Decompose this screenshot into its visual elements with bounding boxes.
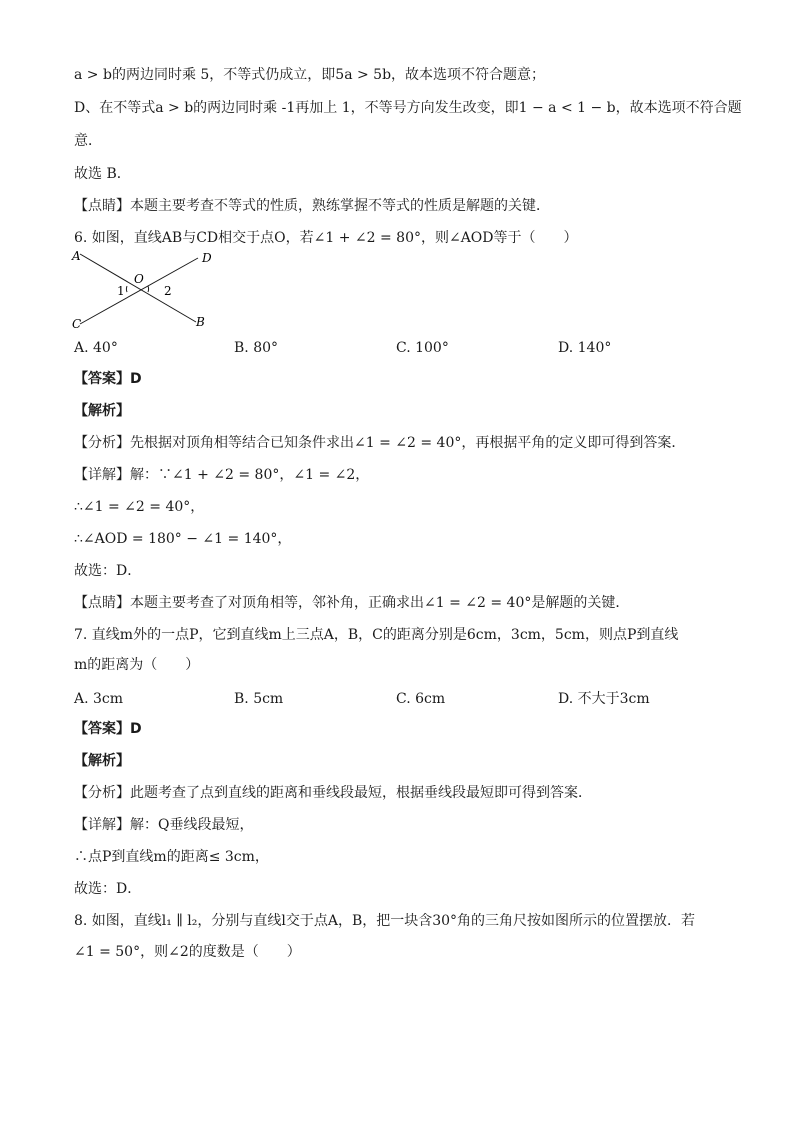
q7-analysis-title: 【解析】 (74, 753, 130, 769)
q6-detail-1: 【详解】解：∵∠1 + ∠2 = 80°，∠1 = ∠2， (74, 467, 370, 483)
label-angle-2: 2 (164, 284, 172, 298)
q7-detail-2: ∴点P到直线m的距离≤ 3cm， (74, 849, 269, 865)
q7-choice-d: D. 不大于3cm (558, 691, 650, 707)
question-7-line-2: m的距离为（ ） (74, 657, 200, 673)
label-d: D (202, 251, 212, 265)
question-8-line-1: 8. 如图，直线l₁ ∥ l₂，分别与直线l交于点A，B，把一块含30°角的三角尺按如图所示的位置摆放．若 (74, 913, 696, 929)
q7-choice-c: C. 6cm (396, 691, 446, 707)
line-ab (80, 254, 196, 322)
q6-analysis: 【分析】先根据对顶角相等结合已知条件求出∠1 = ∠2 = 40°，再根据平角的定义即可得到答案． (74, 435, 686, 451)
q7-answer: 【答案】D (74, 721, 142, 737)
angle-2-arc (148, 286, 149, 292)
q7-choice-b: B. 5cm (234, 691, 284, 707)
q7-select: 故选：D． (74, 881, 142, 897)
q7-detail-1: 【详解】解：Q垂线段最短， (74, 817, 254, 833)
line-prev-note: 【点睛】本题主要考查不等式的性质，熟练掌握不等式的性质是解题的关键． (74, 198, 550, 214)
q6-answer: 【答案】D (74, 371, 142, 387)
line-prev-d: D、在不等式a > b的两边同时乘 -1再加上 1，不等号方向发生改变，即1 − a < 1 − b，故本选项不符合题 (74, 100, 742, 116)
q6-choice-d: D. 140° (558, 340, 612, 356)
label-b: B (196, 315, 205, 329)
label-a: A (72, 249, 81, 263)
q6-choice-b: B. 80° (234, 340, 279, 356)
line-prev-b: a > b的两边同时乘 5，不等式仍成立，即5a > 5b，故本选项不符合题意； (74, 67, 546, 83)
q6-detail-2: ∴∠1 = ∠2 = 40°， (74, 499, 205, 515)
q6-note: 【点睛】本题主要考查了对顶角相等，邻补角，正确求出∠1 = ∠2 = 40°是解题的关键． (74, 595, 630, 611)
q6-detail-3: ∴∠AOD = 180° − ∠1 = 140°， (74, 531, 292, 547)
q7-analysis: 【分析】此题考查了点到直线的距离和垂线段最短，根据垂线段最短即可得到答案． (74, 785, 592, 801)
label-angle-1: 1 (117, 284, 125, 298)
line-prev-d-cont: 意． (74, 133, 102, 149)
angle-1-arc (126, 286, 127, 292)
q6-choice-a: A. 40° (74, 340, 118, 356)
question-6: 6. 如图，直线AB与CD相交于点O，若∠1 + ∠2 = 80°，则∠AOD等于（ ） (74, 230, 578, 246)
intersecting-lines-figure (66, 246, 226, 336)
q6-choice-c: C. 100° (396, 340, 449, 356)
label-c: C (72, 317, 82, 331)
q7-choice-a: A. 3cm (74, 691, 124, 707)
q6-analysis-title: 【解析】 (74, 403, 130, 419)
line-prev-select: 故选 B． (74, 166, 131, 182)
question-8-line-2: ∠1 = 50°，则∠2的度数是（ ） (74, 944, 301, 960)
question-7-line-1: 7. 直线m外的一点P，它到直线m上三点A，B，C的距离分别是6cm，3cm，5cm，则点P到直线 (74, 627, 679, 643)
label-o: O (134, 272, 144, 286)
line-cd (80, 258, 198, 324)
q6-select: 故选：D． (74, 563, 142, 579)
